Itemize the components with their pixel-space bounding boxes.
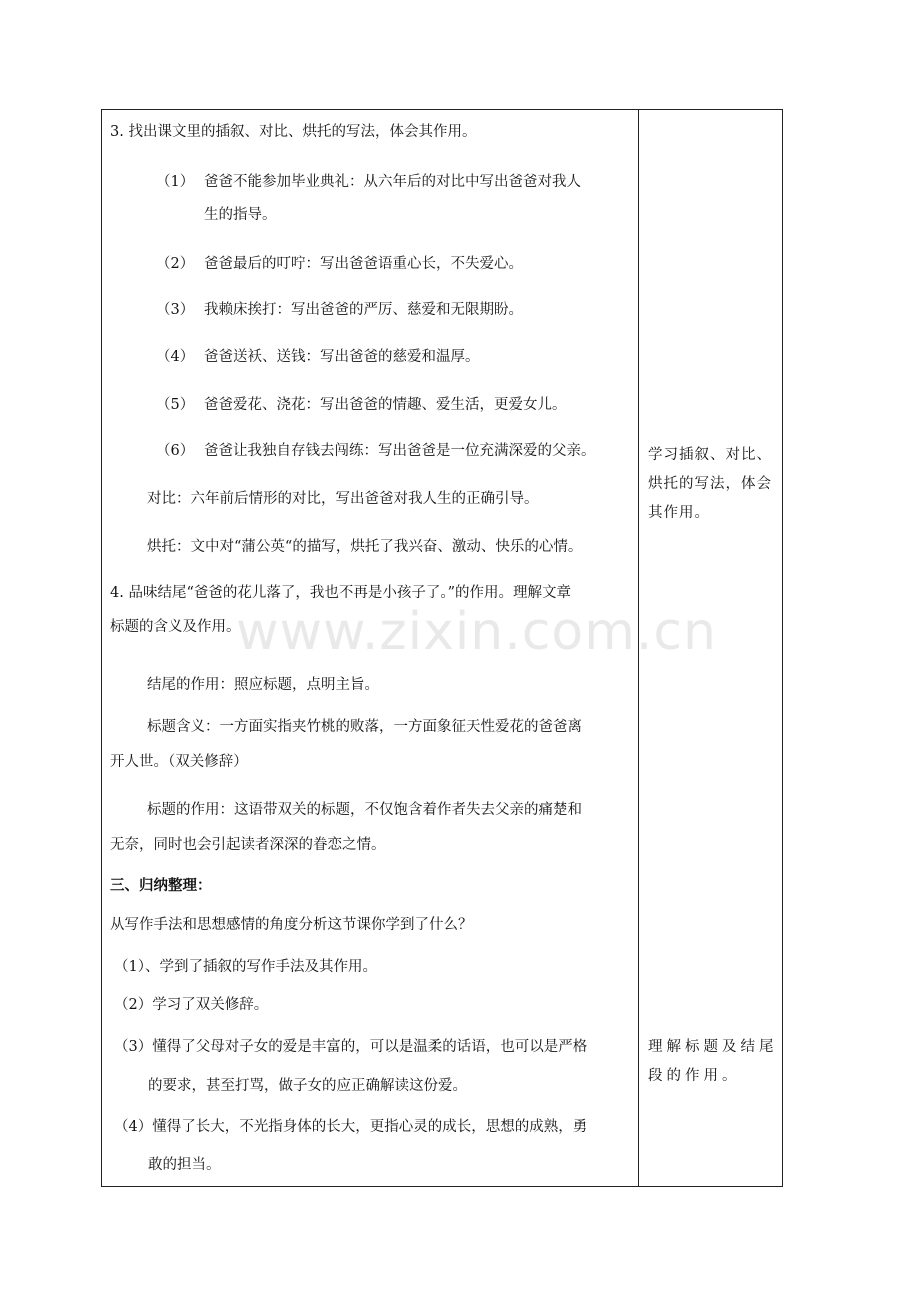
point-6-text: 爸爸让我独自存钱去闯练：写出爸爸是一位充满深爱的父亲。 — [204, 443, 596, 459]
point-3-text: 我赖床挨打：写出爸爸的严厉、慈爱和无限期盼。 — [204, 302, 523, 318]
point-1-continuation: 生的指导。 — [204, 207, 277, 223]
ending-role-text: 结尾的作用：照应标题，点明主旨。 — [147, 677, 379, 693]
contrast-text: 对比：六年前后情形的对比，写出爸爸对我人生的正确引导。 — [147, 491, 539, 507]
summary-1: （1）、学到了插叙的写作手法及其作用。 — [114, 959, 377, 975]
summary-3-continuation: 的要求，甚至打骂，做子女的应正确解读这份爱。 — [148, 1078, 467, 1094]
point-1-text: 爸爸不能参加毕业典礼：从六年后的对比中写出爸爸对我人 — [204, 174, 581, 190]
title-meaning-line1: 标题含义：一方面实指夹竹桃的败落，一方面象征天性爱花的爸爸离 — [147, 719, 582, 735]
point-6-number: （6） — [156, 443, 195, 459]
title-role-line1: 标题的作用：这语带双关的标题，不仅饱含着作者失去父亲的痛楚和 — [147, 802, 582, 818]
question-text: 从写作手法和思想感情的角度分析这节课你学到了什么？ — [110, 917, 473, 933]
point-5-number: （5） — [156, 397, 195, 413]
title-role-line2: 无奈，同时也会引起读者深深的眷恋之情。 — [110, 837, 386, 853]
summary-3: （3）懂得了父母对子女的爱是丰富的，可以是温柔的话语，也可以是严格 — [114, 1039, 588, 1055]
title-meaning-line2: 开人世。（双关修辞） — [110, 754, 248, 770]
summary-4: （4）懂得了长大，不光指身体的长大，更指心灵的成长，思想的成熟，勇 — [114, 1119, 588, 1135]
point-2-text: 爸爸最后的叮咛：写出爸爸语重心长，不失爱心。 — [204, 256, 523, 272]
point-2-number: （2） — [156, 256, 195, 272]
item4-heading-line1: 4. 品味结尾“爸爸的花儿落了，我也不再是小孩子了。”的作用。理解文章 — [110, 585, 572, 601]
side-note-2: 理解标题及结尾段的作用。 — [648, 1039, 778, 1084]
summary-2: （2）学习了双关修辞。 — [114, 997, 269, 1013]
foil-text: 烘托：文中对“蒲公英“的描写，烘托了我兴奋、激动、快乐的心情。 — [147, 539, 583, 555]
watermark: www.zixin.com.cn — [236, 602, 717, 662]
point-4-text: 爸爸送袄、送钱：写出爸爸的慈爱和温厚。 — [204, 349, 480, 365]
section3-heading: 三、归纳整理： — [110, 877, 212, 894]
item4-heading-line2: 标题的含义及作用。 — [110, 619, 241, 635]
point-3-number: （3） — [156, 302, 195, 318]
summary-4-continuation: 敢的担当。 — [148, 1157, 221, 1173]
point-4-number: （4） — [156, 349, 195, 365]
side-note-1: 学习插叙、对比、烘托的写法，体会其作用。 — [648, 447, 772, 521]
point-5-text: 爸爸爱花、浇花：写出爸爸的情趣、爱生活，更爱女儿。 — [204, 397, 567, 413]
point-1-number: （1） — [156, 174, 195, 190]
item3-heading: 3. 找出课文里的插叙、对比、烘托的写法，体会其作用。 — [110, 124, 477, 140]
